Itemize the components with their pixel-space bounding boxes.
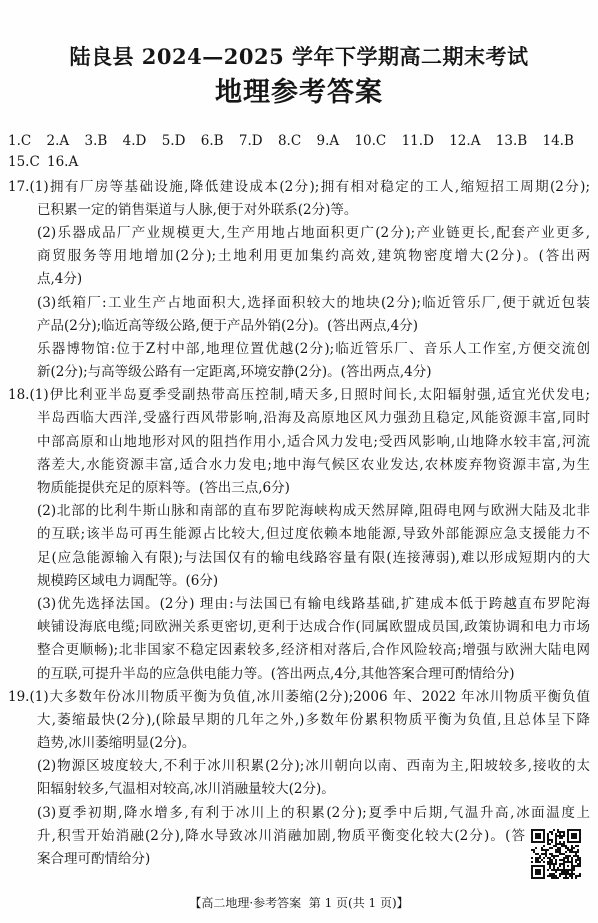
- answer-text: (3)夏季初期,降水增多,有利于冰川上的积累(2分);夏季中后期,气温升高,冰面温度上: [37, 804, 590, 821]
- answer-text: (2)物源区坡度较大,不利于冰川积累(2分);冰川朝向以南、西南为主,阳坡较多,接收的太: [37, 758, 590, 775]
- choice-answer: 3.B: [84, 133, 108, 149]
- answer-text: 新(2分);与高等级公路有一定距离,环境安静(2分)。(答出两点,4分): [37, 364, 432, 381]
- answer-line: [37, 547, 590, 570]
- answer-text: 已积累一定的销售渠道与人脉,便于对外联系(2分)等。: [37, 201, 358, 218]
- answer-line: [37, 570, 590, 593]
- answer-line: [37, 616, 590, 639]
- answer-line: [37, 802, 590, 825]
- choice-answer: 15.C: [8, 154, 40, 170]
- answer-text: 半岛西临大西洋,受盛行西风带影响,沿海及高原地区风力强劲且稳定,风能资源丰富,同时: [37, 410, 590, 427]
- choice-answer: 9.A: [316, 133, 340, 149]
- choice-answers-row: [8, 131, 574, 152]
- answer-text: (1)大多数年份冰川物质平衡为负值,冰川萎缩(2分);2006 年、2022 年冰川物质平衡负值: [29, 688, 590, 705]
- answer-text: 升,积雪开始消融(2分),降水导致冰川消融加剧,物质平衡变化较大(2分)。(答: [37, 827, 525, 844]
- answer-paragraph: [37, 292, 590, 338]
- answer-text: 产品(2分);临近高等级公路,便于产品外销(2分)。(答出两点,4分): [37, 317, 418, 334]
- qr-code-icon: [531, 829, 581, 879]
- document-title: 地理参考答案: [215, 77, 383, 108]
- answer-paragraph: [8, 176, 590, 222]
- answer-text: 的互联,可提升半岛的应急供电能力等。(答出两点,4分,其他答案合理可酌情给分): [37, 665, 515, 682]
- choice-answer: 6.B: [200, 133, 224, 149]
- answer-line: [37, 732, 590, 755]
- answer-text: 物质能提供充足的原料等。(答出三点,6分): [37, 480, 290, 497]
- choice-answer: 4.D: [122, 133, 147, 149]
- answer-text: 商贸服务等用地增加(2分);土地利用更加集约高效,建筑物密度增大(2分)。(答出两: [37, 248, 590, 265]
- answer-line: [37, 361, 590, 384]
- choice-answer: 13.B: [495, 133, 528, 149]
- answer-text: 案合理可酌情给分): [37, 851, 151, 868]
- answer-text: (1)拥有厂房等基础设施,降低建设成本(2分);拥有相对稳定的工人,缩短招工周期(2分);: [29, 178, 590, 195]
- answer-text: 阳辐射较多,气温相对较高,冰川消融量较大(2分)。: [37, 781, 335, 798]
- page-footer: 【高二地理·参考答案 第 1 页(共 1 页)】: [189, 896, 409, 910]
- question-block: [8, 384, 590, 685]
- answer-line: [37, 709, 590, 732]
- answer-line: [37, 268, 590, 291]
- answer-text: 整合更顺畅);北非国家不稳定因素较多,经济相对落后,合作风险较高;增强与欧洲大陆电网: [37, 642, 590, 659]
- answer-text: (2)北部的比利牛斯山脉和南部的直布罗陀海峡构成天然屏障,阻碍电网与欧洲大陆及北非: [37, 503, 590, 520]
- answer-line: [37, 245, 590, 268]
- answer-line: [37, 663, 590, 686]
- answer-line: [37, 292, 590, 315]
- answer-paragraph: [37, 755, 590, 801]
- answer-line: [37, 755, 590, 778]
- answer-text: 落差大,水能资源丰富,适合水力发电;地中海气候区农业发达,农林废弃物资源丰富,为生: [37, 456, 590, 473]
- choice-answer: 2.A: [46, 133, 70, 149]
- answer-paragraph: [37, 222, 590, 292]
- answer-text: 足(应急能源输入有限);与法国仅有的输电线路容量有限(连接薄弱),难以形成短期内的大: [37, 549, 590, 566]
- choice-answer: 1.C: [8, 133, 32, 149]
- choice-answer: 8.C: [277, 133, 302, 149]
- choice-answer: 5.D: [161, 133, 186, 149]
- question-block: [8, 686, 590, 872]
- answer-paragraph: [37, 593, 590, 686]
- answer-text: 乐器博物馆:位于Z村中部,地理位置优越(2分);临近管乐厂、音乐人工作室,方便交流创: [37, 340, 590, 357]
- answer-line: [37, 222, 590, 245]
- answer-line: [37, 454, 590, 477]
- answer-paragraph: [8, 384, 590, 500]
- answer-text: (3)纸箱厂:工业生产占地面积大,选择面积较大的地块(2分);临近管乐厂,便于就近包装: [37, 294, 590, 311]
- answer-line: [8, 176, 590, 199]
- choice-answer: 10.C: [354, 133, 387, 149]
- answer-line: [37, 639, 590, 662]
- answer-line: [37, 848, 525, 871]
- question-number: 19.: [8, 688, 30, 705]
- answer-paragraph: [8, 686, 590, 756]
- answer-text: 趋势,冰川萎缩明显(2分)。: [37, 735, 196, 752]
- answer-line: [8, 384, 590, 407]
- answer-paragraph: [37, 500, 590, 593]
- choice-answer: 16.A: [47, 154, 79, 170]
- choice-answer: 7.D: [238, 133, 263, 149]
- answer-paragraph: [37, 802, 590, 872]
- answer-line: [37, 315, 590, 338]
- answer-text: (1)伊比利亚半岛夏季受副热带高压控制,晴天多,日照时间长,太阳辐射强,适宜光伏发电;: [29, 387, 590, 404]
- answer-text: (2)乐器成品厂产业规模更大,生产用地占地面积更广(2分);产业链更长,配套产业更多,: [37, 224, 590, 241]
- answer-text: 中部高原和山地地形对风的阻挡作用小,适合风力发电;受西风影响,山地降水较丰富,河流: [37, 433, 590, 450]
- answer-line: [37, 477, 590, 500]
- question-number: 18.: [8, 387, 30, 404]
- answer-line: [37, 825, 525, 848]
- choice-answers-row: [8, 152, 574, 173]
- answer-paragraph: [37, 338, 590, 384]
- answer-line: [37, 199, 590, 222]
- answer-text: 峡铺设海底电缆;同欧洲关系更密切,更利于达成合作(同属欧盟成员国,政策协调和电力市场: [37, 619, 590, 636]
- choice-answer: 12.A: [449, 133, 481, 149]
- answer-text: 大,萎缩最快(2分),(除最早期的几年之外,)多数年份累积物质平衡为负值,且总体呈下降: [37, 711, 590, 728]
- answer-key-body: [8, 176, 590, 872]
- answer-line: [37, 431, 590, 454]
- answer-line: [37, 593, 590, 616]
- answer-line: [37, 338, 590, 361]
- question-block: [8, 176, 590, 385]
- exam-title: 陆良县 2024—2025 学年下学期高二期末考试: [69, 44, 529, 69]
- answer-text: 点,4分): [37, 271, 83, 288]
- choice-answer: 14.B: [542, 133, 574, 149]
- choice-answers: [8, 131, 574, 173]
- answer-line: [37, 778, 590, 801]
- choice-answer: 11.D: [401, 133, 434, 149]
- answer-line: [37, 523, 590, 546]
- answer-line: [8, 686, 590, 709]
- answer-text: (3)优先选择法国。(2分) 理由:与法国已有输电线路基础,扩建成本低于跨越直布罗陀海: [37, 595, 590, 612]
- answer-line: [37, 407, 590, 430]
- answer-text: 规模跨区域电力调配等。(6分): [37, 572, 219, 589]
- answer-line: [37, 500, 590, 523]
- question-number: 17.: [8, 178, 30, 195]
- answer-text: 的互联;该半岛可再生能源占比较大,但过度依赖本地能源,导致外部能源应急支援能力不: [37, 526, 590, 543]
